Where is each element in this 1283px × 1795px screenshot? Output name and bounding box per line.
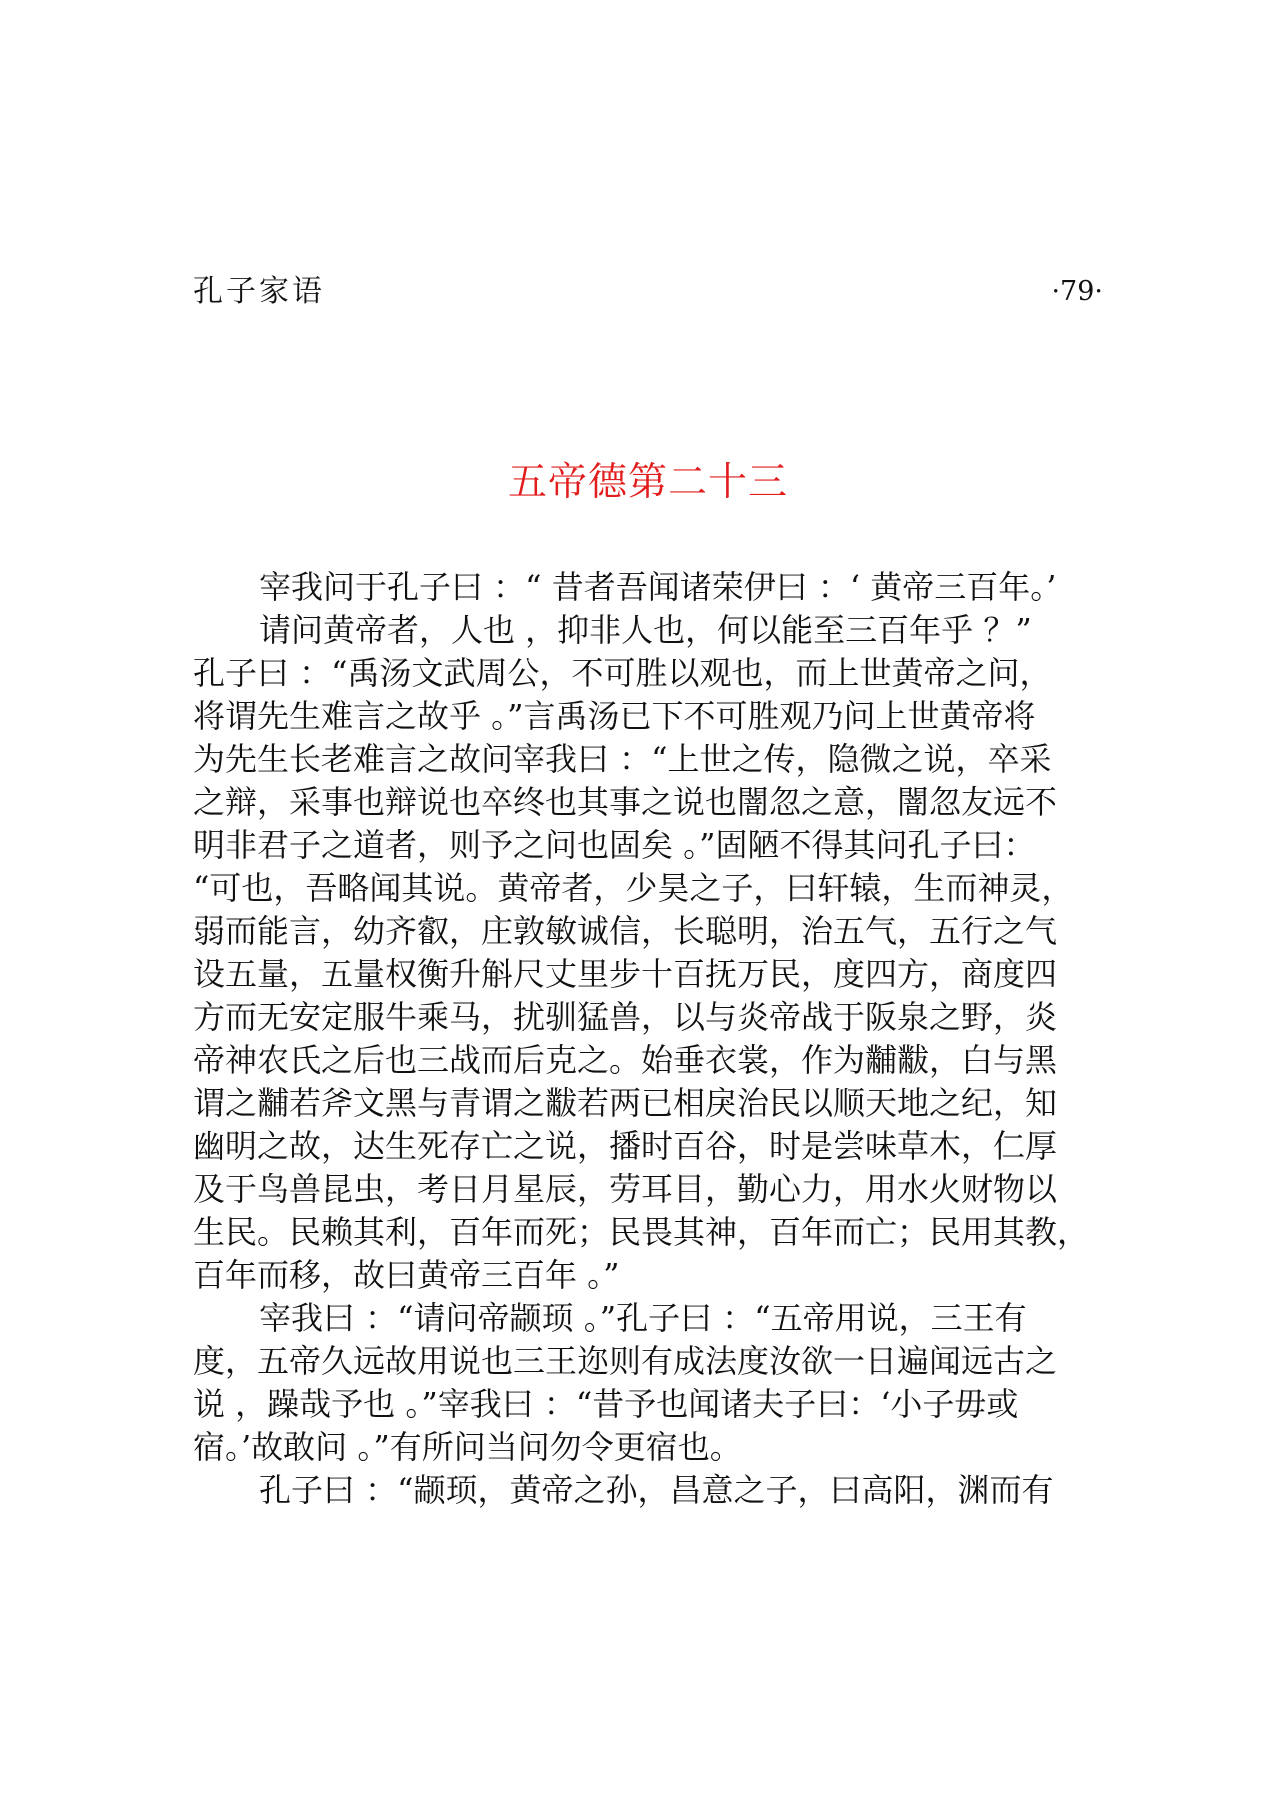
text-line: 之辩，采事也辩说也卒终也其事之说也闇忽之意，闇忽友远不 (193, 783, 1058, 821)
text-line: 弱而能言，幼齐叡，庄敦敏诚信，长聪明，治五气，五行之气 (193, 912, 1058, 950)
text-line: 孔子曰 ：“颛顼，黄帝之孙，昌意之子，曰高阳，渊而有 (259, 1471, 1054, 1509)
text-line: 孔子曰 ：“禹汤文武周公，不可胜以观也，而上世黄帝之问， (193, 654, 1052, 692)
text-line: 宰我问于孔子曰 ：“ 昔者吾闻诸荣伊曰 ：‘ 黄帝三百年。’ (259, 568, 1057, 606)
text-line: 百年而移，故曰黄帝三百年 。” (193, 1256, 620, 1294)
text-line: 请问黄帝者，人也 ，抑非人也，何以能至三百年乎 ？” (259, 611, 1032, 649)
text-line: 生民。民赖其利，百年而死；民畏其神，百年而亡；民用其教， (193, 1213, 1090, 1251)
page-number: ·79· (1051, 276, 1103, 307)
text-line: 将谓先生难言之故乎 。”言禹汤已下不可胜观乃问上世黄帝将 (193, 697, 1036, 735)
text-line: 及于鸟兽昆虫，考日月星辰，劳耳目，勤心力，用水火财物以 (193, 1170, 1058, 1208)
text-line: 为先生长老难言之故问宰我曰 ：“上世之传，隐微之说，卒采 (193, 740, 1052, 778)
text-line: 说 ，躁哉予也 。”宰我曰 ：“昔予也闻诸夫子曰：‘小子毋或 (193, 1385, 1019, 1423)
text-line: 宿。’故敢问 。”有所问当问勿令更宿也。 (193, 1428, 742, 1466)
text-line: 方而无安定服牛乘马，扰驯猛兽，以与炎帝战于阪泉之野，炎 (193, 998, 1058, 1036)
text-line: 帝神农氏之后也三战而后克之。始垂衣裳，作为黼黻，白与黑 (193, 1041, 1058, 1079)
chapter-title: 五帝德第二十三 (507, 460, 788, 505)
text-line: 幽明之故，达生死存亡之说，播时百谷，时是尝味草木，仁厚 (193, 1127, 1058, 1165)
text-line: 设五量，五量权衡升斛尺丈里步十百抚万民，度四方，商度四 (193, 955, 1058, 993)
running-head-book-title: 孔子家语 (193, 274, 325, 309)
text-line: 谓之黼若斧文黑与青谓之黻若两已相戾治民以顺天地之纪，知 (193, 1084, 1058, 1122)
text-line: 度，五帝久远故用说也三王迩则有成法度汝欲一日遍闻远古之 (193, 1342, 1058, 1380)
body-text (193, 566, 1103, 1512)
text-line: 明非君子之道者，则予之问也固矣 。”固陋不得其问孔子曰： (193, 826, 1036, 864)
text-line: “可也，吾略闻其说。黄帝者，少昊之子，曰轩辕，生而神灵， (193, 869, 1074, 907)
page-header (193, 270, 1103, 314)
text-line: 宰我曰 ：“请问帝颛顼 。”孔子曰 ：“五帝用说，三王有 (259, 1299, 1027, 1337)
